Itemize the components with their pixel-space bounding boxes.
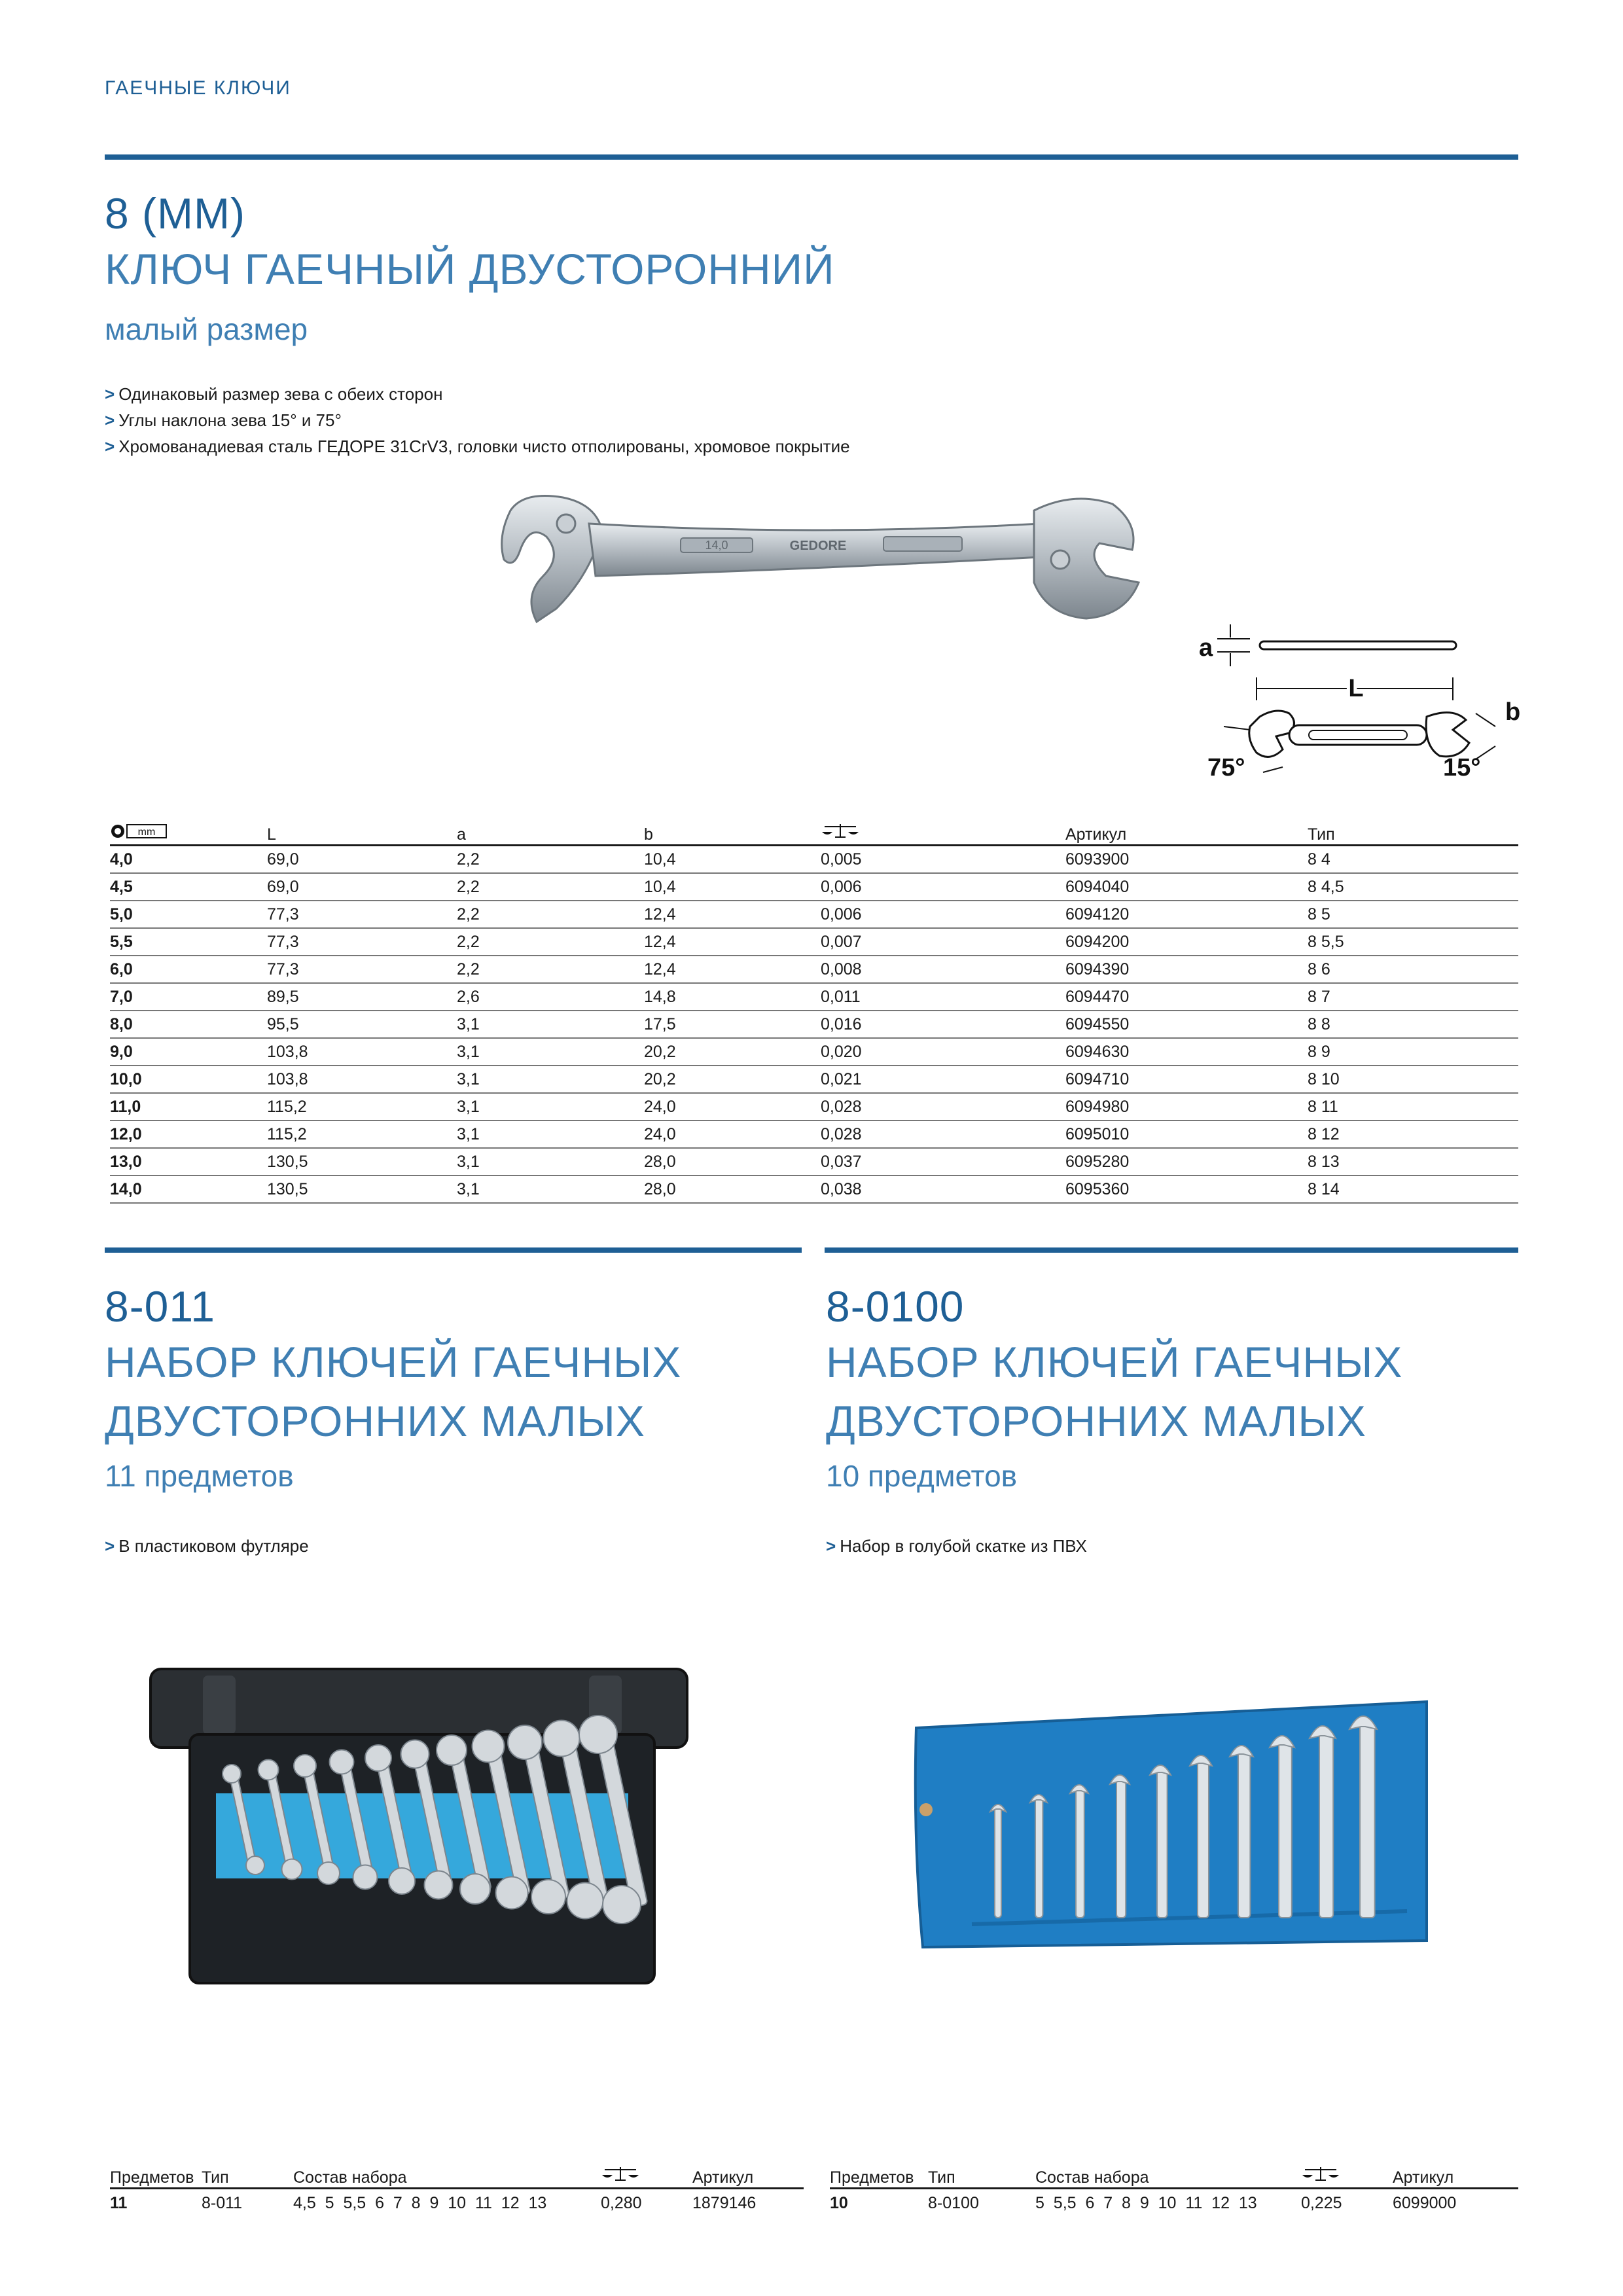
article-cell: 6094120	[1065, 901, 1308, 928]
L-header: L	[267, 819, 457, 846]
a-cell: 3,1	[457, 1175, 644, 1203]
a-header: a	[457, 819, 644, 846]
b-cell: 24,0	[644, 1093, 821, 1121]
set-right-code: 8-0100	[826, 1282, 965, 1331]
table-row	[110, 956, 1518, 983]
content-header: Состав набора	[293, 2161, 601, 2189]
weight-cell: 0,037	[821, 1148, 1065, 1175]
size-cell: 5,5	[110, 928, 267, 956]
weight-scale-icon	[601, 2166, 640, 2183]
b-cell: 28,0	[644, 1148, 821, 1175]
set-left-table-header	[110, 2161, 804, 2189]
L-cell: 115,2	[267, 1093, 457, 1121]
weight-scale-icon	[821, 823, 860, 840]
weight-cell: 0,007	[821, 928, 1065, 956]
wrench-brand-marking: GEDORE	[789, 539, 847, 553]
weight-cell: 0,021	[821, 1066, 1065, 1093]
article-cell: 6094040	[1065, 873, 1308, 901]
article-cell: 6095280	[1065, 1148, 1308, 1175]
type-header: Тип	[928, 2161, 1035, 2189]
weight-cell: 0,016	[821, 1011, 1065, 1038]
table-row	[110, 1066, 1518, 1093]
article-cell: 6094390	[1065, 956, 1308, 983]
article-cell: 6094470	[1065, 983, 1308, 1011]
product-title: КЛЮЧ ГАЕЧНЫЙ ДВУСТОРОННИЙ	[105, 245, 835, 293]
type-cell: 8 12	[1308, 1121, 1518, 1148]
article-cell: 6095360	[1065, 1175, 1308, 1203]
set-right-title-line2: ДВУСТОРОННИХ МАЛЫХ	[826, 1397, 1366, 1445]
size-cell: 13,0	[110, 1148, 267, 1175]
table-row	[110, 1093, 1518, 1121]
table-row	[830, 2189, 1518, 2217]
set-right-table	[830, 2161, 1518, 2217]
bullet-arrow-icon: >	[105, 1536, 115, 1556]
L-cell: 103,8	[267, 1038, 457, 1066]
table-row	[110, 1011, 1518, 1038]
set-roll-image	[910, 1695, 1433, 1957]
L-cell: 77,3	[267, 928, 457, 956]
L-cell: 95,5	[267, 1011, 457, 1038]
wrench-size-marking: 14,0	[705, 539, 728, 552]
a-cell: 2,6	[457, 983, 644, 1011]
weight-cell: 0,006	[821, 873, 1065, 901]
spec-table	[110, 819, 1518, 1204]
product-subtitle: малый размер	[105, 312, 308, 346]
type-cell: 8 5	[1308, 901, 1518, 928]
b-cell: 10,4	[644, 873, 821, 901]
b-cell: 12,4	[644, 956, 821, 983]
article-cell: 6094550	[1065, 1011, 1308, 1038]
feature-item: > Одинаковый размер зева с обеих сторон	[105, 384, 443, 404]
weight-cell: 0,038	[821, 1175, 1065, 1203]
weight-scale-icon	[1301, 2166, 1340, 2183]
size-cell: 8,0	[110, 1011, 267, 1038]
content-cell: 4,5 5 5,5 6 7 8 9 10 11 12 13	[293, 2193, 547, 2212]
L-cell: 69,0	[267, 846, 457, 874]
set-left-table	[110, 2161, 804, 2217]
weight-cell: 0,225	[1301, 2193, 1342, 2212]
spec-table-header	[110, 819, 1518, 846]
article-cell: 6095010	[1065, 1121, 1308, 1148]
size-cell: 9,0	[110, 1038, 267, 1066]
content-header: Состав набора	[1035, 2161, 1301, 2189]
a-cell: 3,1	[457, 1148, 644, 1175]
table-row	[110, 1038, 1518, 1066]
weight-cell: 0,008	[821, 956, 1065, 983]
count-header: Предметов	[110, 2161, 202, 2189]
size-cell: 10,0	[110, 1066, 267, 1093]
b-cell: 10,4	[644, 846, 821, 874]
L-cell: 89,5	[267, 983, 457, 1011]
set-right-subtitle: 10 предметов	[826, 1459, 1018, 1493]
size-cell: 6,0	[110, 956, 267, 983]
weight-cell: 0,280	[601, 2193, 642, 2212]
set-left-title-line2: ДВУСТОРОННИХ МАЛЫХ	[105, 1397, 645, 1445]
table-row	[110, 1175, 1518, 1203]
dimension-diagram	[1178, 615, 1531, 792]
a-cell: 3,1	[457, 1038, 644, 1066]
set-case-image	[144, 1662, 694, 1990]
svg-text:mm: mm	[137, 827, 156, 838]
table-row	[110, 1121, 1518, 1148]
set-left-title-line1: НАБОР КЛЮЧЕЙ ГАЕЧНЫХ	[105, 1338, 682, 1386]
bullet-arrow-icon: >	[105, 410, 115, 430]
a-cell: 2,2	[457, 901, 644, 928]
table-row	[110, 983, 1518, 1011]
a-cell: 3,1	[457, 1121, 644, 1148]
size-cell: 4,5	[110, 873, 267, 901]
content-cell: 5 5,5 6 7 8 9 10 11 12 13	[1035, 2193, 1257, 2212]
type-cell: 8 10	[1308, 1066, 1518, 1093]
wrench-size-icon	[110, 823, 169, 840]
type-cell: 8 8	[1308, 1011, 1518, 1038]
table-row	[110, 928, 1518, 956]
b-cell: 17,5	[644, 1011, 821, 1038]
article-header: Артикул	[1393, 2161, 1518, 2189]
size-cell: 5,0	[110, 901, 267, 928]
section-label: ГАЕЧНЫЕ КЛЮЧИ	[105, 77, 291, 99]
weight-cell: 0,020	[821, 1038, 1065, 1066]
weight-cell: 0,028	[821, 1121, 1065, 1148]
L-cell: 77,3	[267, 901, 457, 928]
size-cell: 12,0	[110, 1121, 267, 1148]
b-header: b	[644, 819, 821, 846]
type-cell: 8 6	[1308, 956, 1518, 983]
table-row	[110, 901, 1518, 928]
article-header: Артикул	[1065, 819, 1308, 846]
set-left-rule	[105, 1247, 802, 1253]
L-cell: 130,5	[267, 1148, 457, 1175]
article-cell: 6099000	[1393, 2193, 1457, 2212]
a-cell: 2,2	[457, 873, 644, 901]
type-cell: 8 14	[1308, 1175, 1518, 1203]
type-cell: 8-011	[202, 2193, 243, 2212]
type-cell: 8 4	[1308, 846, 1518, 874]
type-cell: 8 11	[1308, 1093, 1518, 1121]
a-cell: 3,1	[457, 1093, 644, 1121]
type-cell: 8 4,5	[1308, 873, 1518, 901]
table-row	[110, 1148, 1518, 1175]
dim-b-label: b	[1505, 698, 1521, 726]
set-left-code: 8-011	[105, 1282, 215, 1331]
L-cell: 77,3	[267, 956, 457, 983]
type-header: Тип	[1308, 819, 1518, 846]
table-row	[110, 846, 1518, 874]
header-rule	[105, 154, 1518, 160]
set-right-feature: > Набор в голубой скатке из ПВХ	[826, 1536, 1087, 1556]
L-cell: 115,2	[267, 1121, 457, 1148]
a-cell: 3,1	[457, 1011, 644, 1038]
size-cell: 4,0	[110, 846, 267, 874]
article-cell: 6094200	[1065, 928, 1308, 956]
a-cell: 3,1	[457, 1066, 644, 1093]
type-cell: 8 5,5	[1308, 928, 1518, 956]
article-cell: 6094980	[1065, 1093, 1308, 1121]
b-cell: 24,0	[644, 1121, 821, 1148]
L-cell: 103,8	[267, 1066, 457, 1093]
weight-header	[601, 2161, 692, 2189]
wrench-image	[484, 484, 1152, 635]
article-cell: 6094710	[1065, 1066, 1308, 1093]
table-row	[110, 873, 1518, 901]
count-cell: 10	[830, 2193, 848, 2212]
count-header: Предметов	[830, 2161, 928, 2189]
b-cell: 20,2	[644, 1038, 821, 1066]
feature-list	[105, 381, 955, 459]
weight-cell: 0,006	[821, 901, 1065, 928]
L-cell: 130,5	[267, 1175, 457, 1203]
set-right-rule	[825, 1247, 1518, 1253]
weight-cell: 0,028	[821, 1093, 1065, 1121]
size-header	[110, 819, 267, 846]
dim-L-label: L	[1348, 675, 1364, 702]
article-cell: 6093900	[1065, 846, 1308, 874]
size-cell: 14,0	[110, 1175, 267, 1203]
type-cell: 8-0100	[928, 2193, 979, 2212]
bullet-arrow-icon: >	[826, 1536, 836, 1556]
article-cell: 6094630	[1065, 1038, 1308, 1066]
feature-item: > Углы наклона зева 15° и 75°	[105, 410, 342, 430]
set-right-title-line1: НАБОР КЛЮЧЕЙ ГАЕЧНЫХ	[826, 1338, 1403, 1386]
a-cell: 2,2	[457, 928, 644, 956]
angle-75-label: 75°	[1207, 754, 1245, 781]
size-cell: 11,0	[110, 1093, 267, 1121]
type-header: Тип	[202, 2161, 293, 2189]
b-cell: 20,2	[644, 1066, 821, 1093]
set-right-title	[826, 1333, 1402, 1450]
weight-header	[821, 819, 1065, 846]
type-cell: 8 7	[1308, 983, 1518, 1011]
dim-a-label: a	[1199, 634, 1213, 662]
type-cell: 8 13	[1308, 1148, 1518, 1175]
feature-item: > Хромованадиевая сталь ГЕДОРЕ 31CrV3, головки чисто отполированы, хромовое покрытие	[105, 437, 850, 456]
table-row	[110, 2189, 804, 2217]
weight-header	[1301, 2161, 1393, 2189]
article-cell: 1879146	[692, 2193, 757, 2212]
count-cell: 11	[110, 2193, 128, 2212]
set-right-table-header	[830, 2161, 1518, 2189]
a-cell: 2,2	[457, 846, 644, 874]
b-cell: 14,8	[644, 983, 821, 1011]
weight-cell: 0,005	[821, 846, 1065, 874]
b-cell: 28,0	[644, 1175, 821, 1203]
b-cell: 12,4	[644, 901, 821, 928]
weight-cell: 0,011	[821, 983, 1065, 1011]
a-cell: 2,2	[457, 956, 644, 983]
article-header: Артикул	[692, 2161, 804, 2189]
b-cell: 12,4	[644, 928, 821, 956]
L-cell: 69,0	[267, 873, 457, 901]
size-cell: 7,0	[110, 983, 267, 1011]
set-left-feature: > В пластиковом футляре	[105, 1536, 309, 1556]
product-code: 8 (ММ)	[105, 189, 245, 238]
set-left-subtitle: 11 предметов	[105, 1459, 294, 1493]
set-left-title	[105, 1333, 681, 1450]
bullet-arrow-icon: >	[105, 437, 115, 456]
angle-15-label: 15°	[1443, 754, 1481, 781]
type-cell: 8 9	[1308, 1038, 1518, 1066]
bullet-arrow-icon: >	[105, 384, 115, 404]
